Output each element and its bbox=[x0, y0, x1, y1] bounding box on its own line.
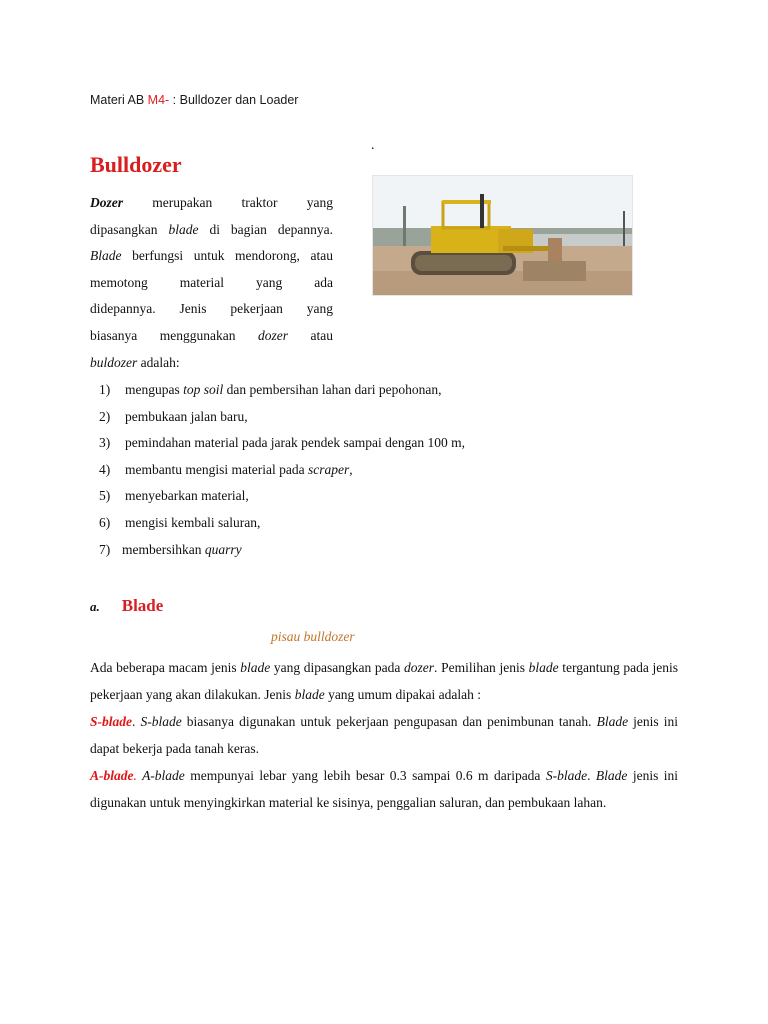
dozer-uses-list bbox=[90, 377, 650, 563]
list-item: 2) pembukaan jalan baru, bbox=[99, 408, 248, 424]
blade-text bbox=[90, 654, 678, 816]
intro-line: biasanya menggunakan dozer atau bbox=[90, 327, 333, 343]
intro-line: Blade berfungsi untuk mendorong, atau bbox=[90, 248, 333, 264]
bulldozer-illustration bbox=[373, 176, 632, 295]
intro-line: buldozer adalah: bbox=[90, 354, 180, 370]
blade-paragraph: Ada beberapa macam jenis blade yang dipasangkan pada dozer. Pemilihan jenis blade tergantung pada jenis pekerjaan yang akan dilakukan. Jenis blade yang umum dipakai adalah : bbox=[90, 660, 678, 702]
blade-caption: pisau bulldozer bbox=[271, 629, 355, 644]
list-item: 7) membersihkan quarry bbox=[99, 541, 242, 557]
header-code: M4- bbox=[147, 93, 170, 107]
s-blade-paragraph: S-blade. S-blade biasanya digunakan untuk pekerjaan pengupasan dan penimbunan tanah. Blade jenis ini dapat bekerja pada tanah keras. bbox=[90, 714, 679, 756]
bulldozer-heading: Bulldozer bbox=[90, 152, 182, 177]
stray-dot: . bbox=[371, 138, 375, 153]
intro-line: dipasangkan blade di bagian depannya. bbox=[90, 221, 333, 237]
blade-heading-letter: a. bbox=[90, 599, 100, 614]
a-blade-paragraph: A-blade. A-blade mempunyai lebar yang lebih besar 0.3 sampai 0.6 m daripada S-blade. Blade jenis ini digunakan untuk menyingkirkan material ke sisinya, penggalian saluran, dan pembukaan lahan. bbox=[90, 768, 678, 810]
document-header bbox=[90, 93, 298, 107]
intro-line: didepannya. Jenis pekerjaan yang bbox=[90, 301, 333, 317]
blade-heading-title: Blade bbox=[121, 596, 164, 615]
bulldozer-intro bbox=[90, 190, 333, 376]
list-item: 6) mengisi kembali saluran, bbox=[99, 514, 261, 530]
blade-heading bbox=[90, 596, 163, 616]
list-item: 4) membantu mengisi material pada scraper, bbox=[99, 461, 353, 477]
header-prefix: Materi AB bbox=[90, 93, 148, 107]
list-item: 1) mengupas top soil dan pembersihan lahan dari pepohonan, bbox=[99, 382, 442, 397]
intro-line: memotong material yang ada bbox=[90, 274, 333, 290]
bulldozer-photo bbox=[372, 175, 633, 296]
list-item: 3) pemindahan material pada jarak pendek sampai dengan 100 m, bbox=[99, 435, 465, 451]
header-suffix: : Bulldozer dan Loader bbox=[169, 93, 299, 107]
intro-line: Dozer merupakan traktor yang bbox=[90, 195, 333, 210]
list-item: 5) menyebarkan material, bbox=[99, 488, 249, 504]
